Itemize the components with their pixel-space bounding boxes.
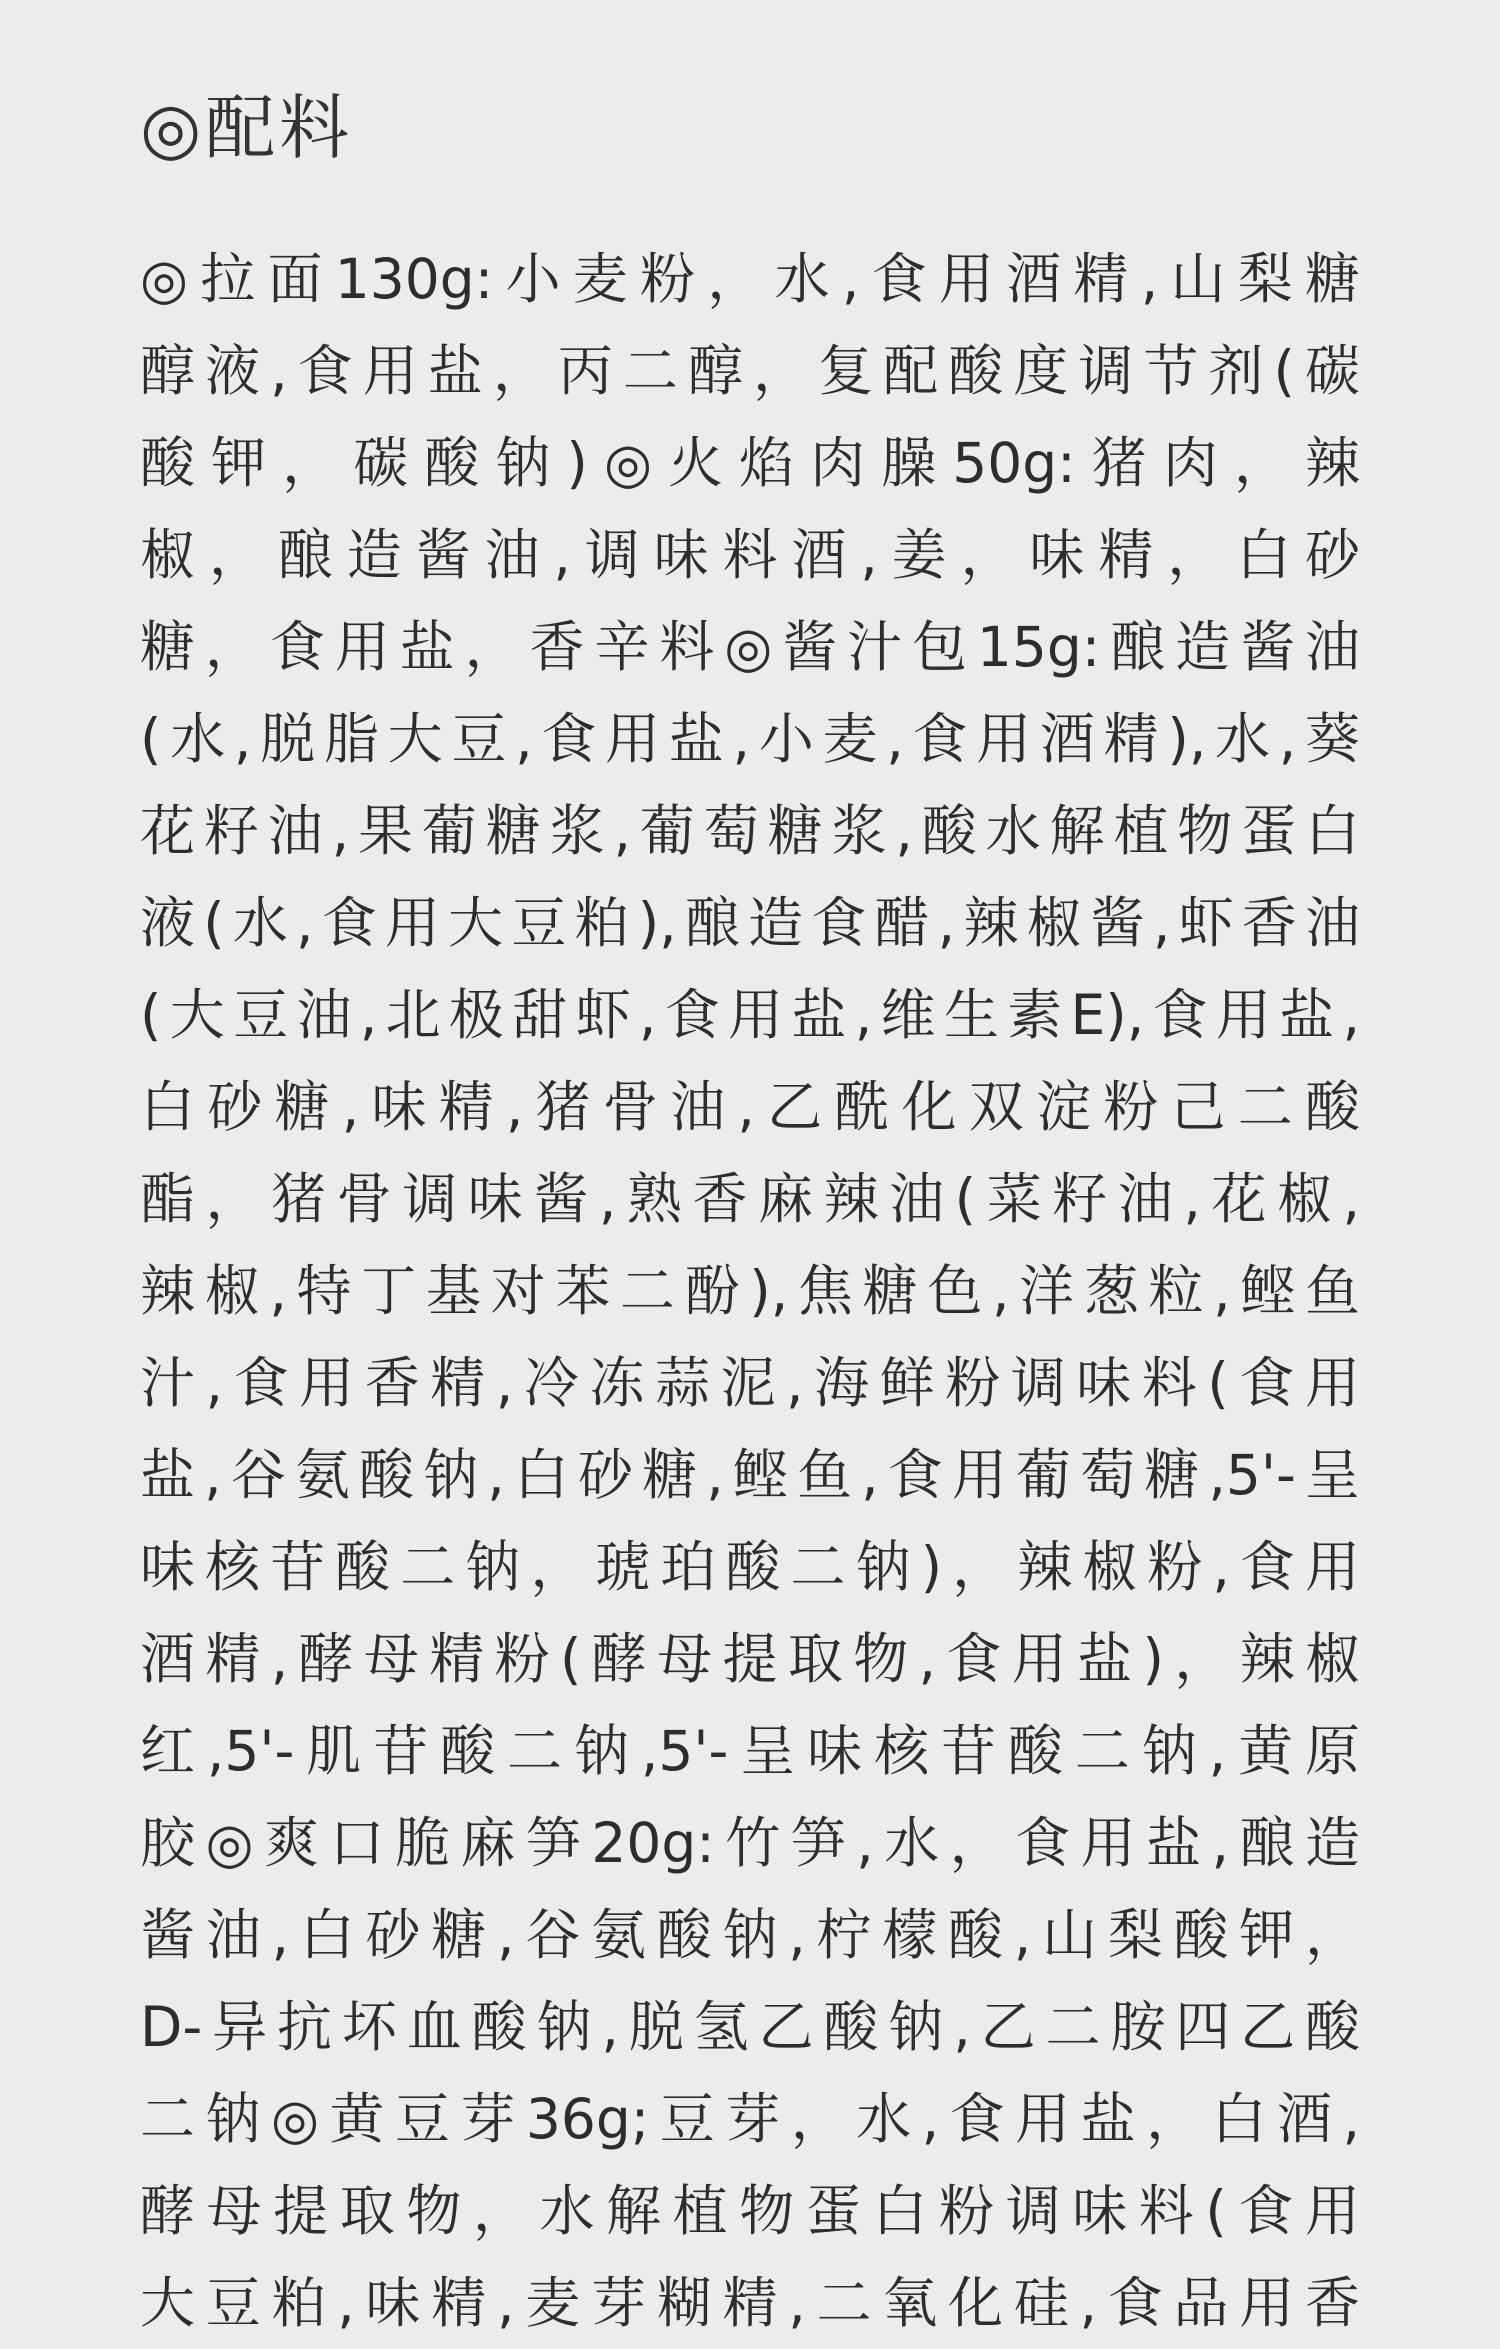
ingredient-line: 花籽油,果葡糖浆,葡萄糖浆,酸水解植物蛋白 [140, 799, 1360, 863]
ingredient-line: D-异抗坏血酸钠,脱氢乙酸钠,乙二胺四乙酸 [140, 1995, 1360, 2059]
ingredient-list [140, 233, 1360, 2349]
ingredient-line: (水,脱脂大豆,食用盐,小麦,食用酒精),水,葵 [140, 707, 1360, 771]
ingredient-line: 二钠◎黄豆芽36g;豆芽，水,食用盐，白酒, [140, 2087, 1360, 2151]
ingredient-line: 液(水,食用大豆粕),酿造食醋,辣椒酱,虾香油 [140, 891, 1360, 955]
ingredient-line: (大豆油,北极甜虾,食用盐,维生素E),食用盐, [140, 983, 1360, 1047]
ingredient-line: 大豆粕,味精,麦芽糊精,二氧化硅,食品用香 [140, 2271, 1360, 2335]
ingredient-line: 糖，食用盐，香辛料◎酱汁包15g:酿造酱油 [140, 615, 1360, 679]
ingredient-line: 酯，猪骨调味酱,熟香麻辣油(菜籽油,花椒, [140, 1167, 1360, 1231]
ingredient-line: 酱油,白砂糖,谷氨酸钠,柠檬酸,山梨酸钾， [140, 1903, 1360, 1967]
ingredient-line: 酒精,酵母精粉(酵母提取物,食用盐)，辣椒 [140, 1627, 1360, 1691]
ingredient-line: 汁,食用香精,冷冻蒜泥,海鲜粉调味料(食用 [140, 1351, 1360, 1415]
ingredient-line: 酸钾，碳酸钠)◎火焰肉臊50g:猪肉，辣 [140, 431, 1360, 495]
ingredient-line: 酵母提取物，水解植物蛋白粉调味料(食用 [140, 2179, 1360, 2243]
ingredient-line: ◎拉面130g:小麦粉，水,食用酒精,山梨糖 [140, 247, 1360, 311]
section-heading: ◎配料 [140, 87, 354, 169]
ingredient-line: 白砂糖,味精,猪骨油,乙酰化双淀粉己二酸 [140, 1075, 1360, 1139]
ingredient-line: 味核苷酸二钠，琥珀酸二钠)，辣椒粉,食用 [140, 1535, 1360, 1599]
ingredient-line: 辣椒,特丁基对苯二酚),焦糖色,洋葱粒,鲣鱼 [140, 1259, 1360, 1323]
ingredient-line: 椒，酿造酱油,调味料酒,姜，味精，白砂 [140, 523, 1360, 587]
ingredient-line: 醇液,食用盐，丙二醇，复配酸度调节剂(碳 [140, 339, 1360, 403]
ingredient-line: 盐,谷氨酸钠,白砂糖,鲣鱼,食用葡萄糖,5'-呈 [140, 1443, 1360, 1507]
ingredient-line: 胶◎爽口脆麻笋20g:竹笋,水，食用盐,酿造 [140, 1811, 1360, 1875]
ingredient-line: 红,5'-肌苷酸二钠,5'-呈味核苷酸二钠,黄原 [140, 1719, 1360, 1783]
